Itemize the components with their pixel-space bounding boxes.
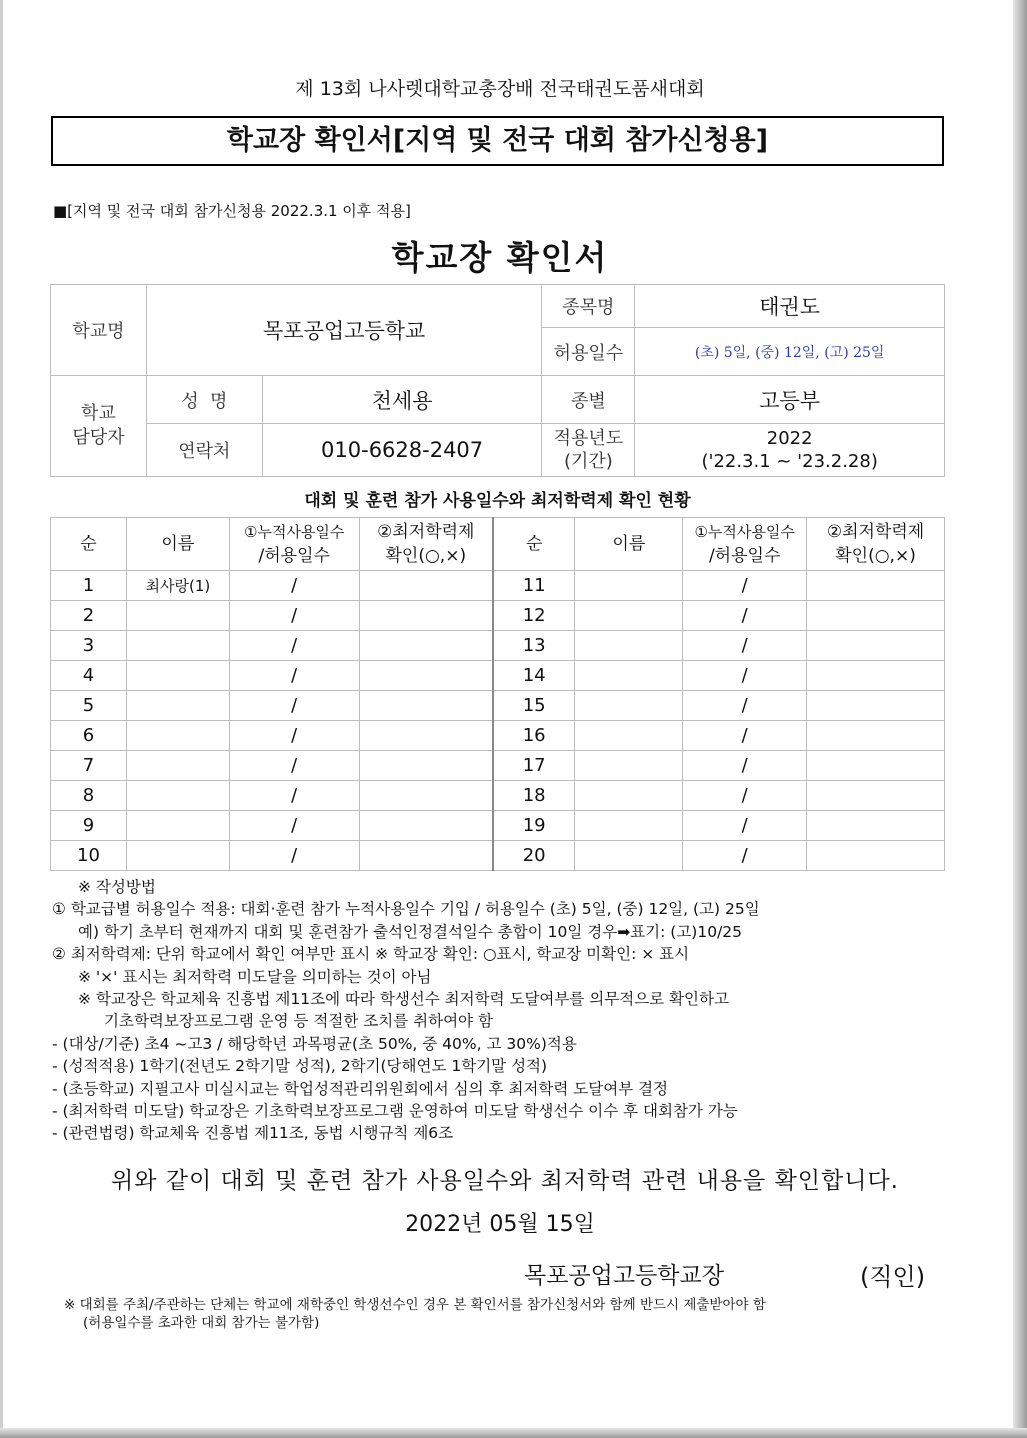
name-label: 성 명 [146,376,262,424]
row-name [575,631,683,661]
main-title: 학교장 확인서 [391,238,609,277]
row-days: / [229,601,359,631]
header-check-2-left: 확인(○,×) [385,546,467,566]
row-no: 17 [493,751,575,781]
header-no-left: 순 [51,518,127,571]
row-check [359,811,493,841]
row-name [575,691,683,721]
header-check-1-right: ②최저학력제 [826,522,925,542]
apply-note: ■[지역 및 전국 대회 참가신청용 2022.3.1 이후 적용] [53,202,411,220]
detail-5: - (관련법령) 학교체육 진흥법 제11조, 동법 시행규칙 제6조 [52,1124,454,1143]
row-days: / [229,811,359,841]
row-check [359,841,493,871]
row-no: 20 [493,841,575,871]
note-2b: ※ 학교장은 학교체육 진흥법 제11조에 따라 학생선수 최저학력 도달여부를 의무적으로 확인하고 [78,990,729,1009]
row-name [575,661,683,691]
row-name [126,631,229,661]
row-name [575,811,683,841]
row-no: 12 [493,601,575,631]
manager-label: 학교 담당자 [51,376,147,477]
writing-instructions [52,876,760,1145]
header-name-left: 이름 [126,518,229,571]
row-check [359,571,493,601]
row-days: / [683,601,807,631]
table-row [51,691,945,721]
row-name [575,601,683,631]
header-check-2-right: 확인(○,×) [835,546,916,566]
row-check [359,781,493,811]
row-check [807,721,945,751]
header-days-2-right: /허용일수 [708,546,781,566]
row-name [126,691,229,721]
row-check [807,781,945,811]
row-check [359,721,493,751]
row-days: / [683,781,807,811]
year-value-1: 2022 [766,428,813,449]
detail-1: - (대상/기준) 초4 ~고3 / 해당학년 과목평균(초 50%, 중 40%, 고 30%)적용 [52,1034,577,1053]
official-seal: (직인) [860,1263,926,1291]
row-days: / [683,631,807,661]
row-name [575,841,683,871]
section-title: 대회 및 훈련 참가 사용일수와 최저학력제 확인 현황 [304,491,691,511]
footer-note [64,1296,766,1332]
row-check [359,601,493,631]
row-check [807,811,945,841]
row-name [575,571,683,601]
row-days: / [229,571,359,601]
row-no: 6 [51,721,127,751]
table-row [51,781,945,811]
header-days-1-left: ①누적사용일수 [244,523,345,541]
note-1: ① 학교급별 허용일수 적용: 대회·훈련 참가 누적사용일수 기입 / 허용일수 (초) 5일, (중) 12일, (고) 25일 [52,900,760,919]
row-no: 11 [493,571,575,601]
note-2c: 기초학력보장프로그램 운영 등 적절한 조치를 취하여야 함 [104,1012,493,1031]
row-days: / [229,631,359,661]
year-label-2: (기간) [563,451,613,472]
row-days: / [683,751,807,781]
row-no: 15 [493,691,575,721]
row-no: 19 [493,811,575,841]
table-row [51,751,945,781]
table-row [51,601,945,631]
detail-3: - (초등학교) 지필고사 미실시교는 학업성적관리위원회에서 심의 후 최저학력 도달여부 결정 [52,1079,669,1098]
note-1-example: 예) 학기 초부터 현재까지 대회 및 훈련참가 출석인정결석일수 총합이 10일 경우➡표기: (고)10/25 [78,922,743,941]
year-label-1: 적용년도 [553,428,624,449]
row-no: 8 [51,781,127,811]
row-check [807,751,945,781]
row-no: 1 [51,571,127,601]
row-name [126,751,229,781]
row-days: / [229,781,359,811]
row-no: 14 [493,661,575,691]
header-days-1-right: ①누적사용일수 [694,523,795,541]
year-value-2: ('22.3.1 ~ '23.2.28) [701,451,878,472]
table-row [51,721,945,751]
row-name [575,751,683,781]
row-days: / [683,691,807,721]
row-days: / [683,571,807,601]
row-no: 13 [493,631,575,661]
allowed-label: 허용일수 [542,328,635,376]
note-2: ② 최저학력제: 단위 학교에서 확인 여부만 표시 ※ 학교장 확인: ○표시, 학교장 미확인: × 표시 [52,945,690,964]
header-days-2-left: /허용일수 [258,546,330,566]
table-row [51,631,945,661]
participation-table [50,517,945,871]
row-days: / [229,751,359,781]
row-name [575,781,683,811]
contest-title: 제 13회 나사렛대학교총장배 전국태권도품새대회 [295,78,705,100]
school-label: 학교명 [51,285,147,376]
row-no: 16 [493,721,575,751]
row-name [126,811,229,841]
info-table [50,284,945,477]
note-2a: ※ '×' 표시는 최저학력 미도달을 의미하는 것이 아님 [78,967,432,986]
confirm-statement: 위와 같이 대회 및 훈련 참가 사용일수와 최저학력 관련 내용을 확인합니다. [111,1168,899,1194]
row-no: 9 [51,811,127,841]
row-no: 4 [51,661,127,691]
row-check [807,601,945,631]
row-check [359,661,493,691]
division-value: 고등부 [635,376,945,424]
row-name [575,721,683,751]
table-row [51,661,945,691]
row-no: 10 [51,841,127,871]
row-name [126,601,229,631]
row-name [126,721,229,751]
event-value: 태권도 [635,285,945,328]
detail-2: - (성적적용) 1학기(전년도 2학기말 성적), 2학기(당해연도 1학기말 성적) [52,1057,548,1076]
row-days: / [683,811,807,841]
row-check [807,691,945,721]
table-row [51,811,945,841]
row-check [807,631,945,661]
form-title: 학교장 확인서[지역 및 전국 대회 참가신청용] [51,116,944,166]
header-name-right: 이름 [575,518,683,571]
row-name [126,781,229,811]
row-check [807,661,945,691]
row-check [359,631,493,661]
row-days: / [683,841,807,871]
row-check [807,571,945,601]
row-days: / [229,841,359,871]
row-check [359,691,493,721]
notes-heading: ※ 작성방법 [78,878,156,896]
contact-label: 연락처 [146,424,262,477]
header-no-right: 순 [493,518,575,571]
row-days: / [229,661,359,691]
row-name [126,661,229,691]
row-check [807,841,945,871]
header-check-1-left: ②최저학력제 [377,522,475,542]
school-name: 목포공업고등학교 [146,285,542,376]
name-value: 천세용 [262,376,542,424]
row-days: / [229,691,359,721]
row-days: / [683,661,807,691]
row-no: 7 [51,751,127,781]
principal-name: 목포공업고등학교장 [524,1263,724,1289]
row-days: / [229,721,359,751]
detail-4: - (최저학력 미도달) 학교장은 기초학력보장프로그램 운영하여 미도달 학생선수 이수 후 대회참가 가능 [52,1102,738,1121]
event-label: 종목명 [542,285,635,328]
allowed-value: (초) 5일, (중) 12일, (고) 25일 [635,328,945,376]
row-days: / [683,721,807,751]
contact-value: 010-6628-2407 [262,424,542,477]
row-check [359,751,493,781]
row-no: 5 [51,691,127,721]
row-no: 2 [51,601,127,631]
table-row [51,841,945,871]
issue-date: 2022년 05월 15일 [405,1212,595,1237]
row-name [126,841,229,871]
table-row [51,571,945,601]
row-name: 최사랑(1) [126,571,229,601]
row-no: 3 [51,631,127,661]
footer-line-2: (허용일수를 초과한 대회 참가는 불가함) [83,1315,320,1331]
row-no: 18 [493,781,575,811]
footer-line-1: ※ 대회를 주최/주관하는 단체는 학교에 재학중인 학생선수인 경우 본 확인서를 참가신청서와 함께 반드시 제출받아야 함 [64,1297,766,1313]
division-label: 종별 [542,376,635,424]
